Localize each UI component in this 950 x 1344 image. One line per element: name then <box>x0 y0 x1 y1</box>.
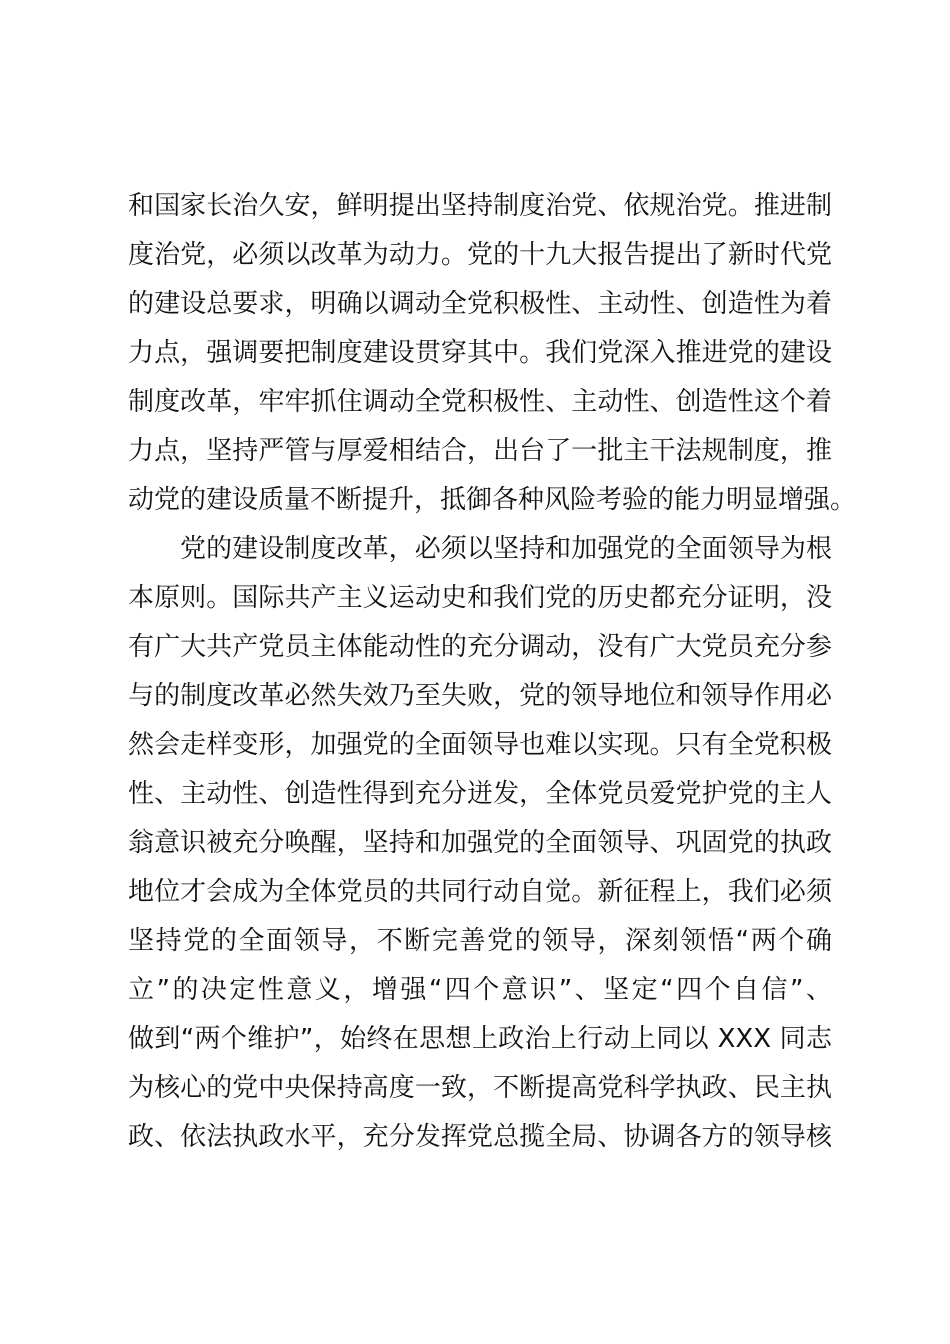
text-line: 然会走样变形，加强党的全面领导也难以实现。只有全党积极 <box>128 730 832 760</box>
text-line: 为核心的党中央保持高度一致，不断提高党科学执政、民主执 <box>128 1073 832 1103</box>
text-line: 动党的建设质量不断提升，抵御各种风险考验的能力明显增强。 <box>128 485 857 515</box>
text-line: 的建设总要求，明确以调动全党积极性、主动性、创造性为着 <box>128 289 832 319</box>
text-line: 制度改革，牢牢抓住调动全党积极性、主动性、创造性这个着 <box>128 387 832 417</box>
text-line: 与的制度改革必然失效乃至失败，党的领导地位和领导作用必 <box>128 681 832 711</box>
text-line: 翁意识被充分唤醒，坚持和加强党的全面领导、巩固党的执政 <box>128 828 832 858</box>
text-line: 力点，强调要把制度建设贯穿其中。我们党深入推进党的建设 <box>128 338 832 368</box>
text-line: 度治党，必须以改革为动力。党的十九大报告提出了新时代党 <box>128 240 832 270</box>
body-text <box>128 182 857 1162</box>
text-line: 坚持党的全面领导，不断完善党的领导，深刻领悟“两个确 <box>128 926 832 956</box>
text-line: 做到“两个维护”，始终在思想上政治上行动上同以 XXX 同志 <box>128 1024 832 1054</box>
text-line: 和国家长治久安，鲜明提出坚持制度治党、依规治党。推进制 <box>128 191 832 221</box>
text-line: 有广大共产党员主体能动性的充分调动，没有广大党员充分参 <box>128 632 832 662</box>
text-line: 地位才会成为全体党员的共同行动自觉。新征程上，我们必须 <box>128 877 832 907</box>
text-line: 性、主动性、创造性得到充分迸发，全体党员爱党护党的主人 <box>128 779 832 809</box>
text-line: 力点，坚持严管与厚爱相结合，出台了一批主干法规制度，推 <box>128 436 832 466</box>
text-line: 政、依法执政水平，充分发挥党总揽全局、协调各方的领导核 <box>128 1122 832 1152</box>
paragraph-first-line: 党的建设制度改革，必须以坚持和加强党的全面领导为根 <box>180 534 832 564</box>
text-line: 本原则。国际共产主义运动史和我们党的历史都充分证明，没 <box>128 583 832 613</box>
text-line: 立”的决定性意义，增强“四个意识”、坚定“四个自信”、 <box>128 975 832 1005</box>
